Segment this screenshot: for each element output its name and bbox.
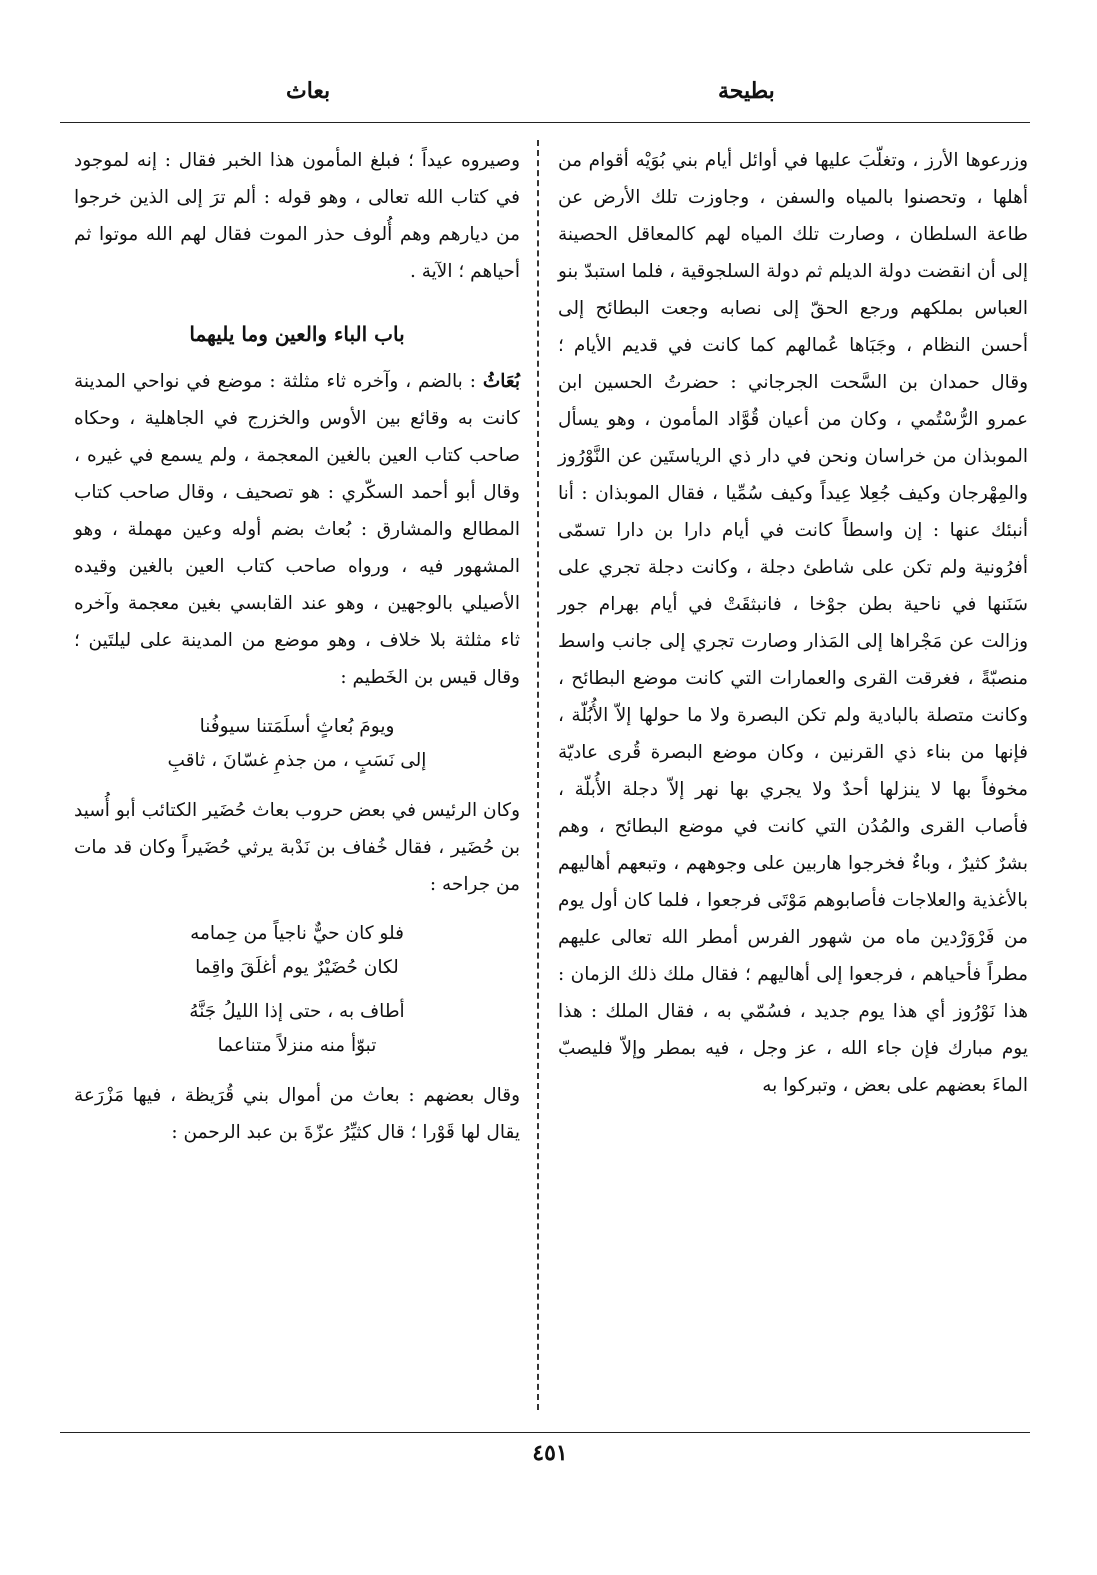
verse-line: لكان حُضَيْرٌ يوم أغلَقَ واقِما [195,957,399,978]
left-column [74,142,520,1151]
footer-rule [60,1432,1030,1433]
verse-line: تبوّأ منه منزلاً متناعما [217,1035,377,1056]
verse-line: أطاف به ، حتى إذا الليلُ جَنَّهُ [189,1001,405,1022]
running-header-right: بطيحة [718,78,775,104]
verse-line: فلو كان حيٌّ ناجياً من حِمامه [190,923,404,944]
paragraph-qurayza: وقال بعضهم : بعاث من أموال بني قُرَيظة ، فيها مَزْرَعة يقال لها قَوْرا ؛ قال كثيِّرُ عزّةَ بن عبد الرحمن : [74,1085,520,1143]
paragraph-hudayr: وكان الرئيس في بعض حروب بعاث حُضَير الكتائب أبو أُسيد بن حُضَير ، فقال خُفاف بن نَدْبة يرثي حُضَيراً وكان قد مات من جراحه : [74,800,520,895]
left-intro-paragraph: وصيروه عيداً ؛ فبلغ المأمون هذا الخبر فقال : إنه لموجود في كتاب الله تعالى ، وهو قوله : ألم ترَ إلى الذين خرجوا من ديارهم وهم أُلوف حذر الموت فقال لهم الله موتوا ثم أحياهم ؛ الآية . [74,150,520,282]
right-column-text: وزرعوها الأرز ، وتغلّبَ عليها في أوائل أيام بني بُوَيْه أقوام من أهلها ، وتحصنوا بالمياه والسفن ، وجاوزت تلك الأرض عن طاعة السلطان ، وصارت تلك المياه لهم كالمعاقل الحصينة إلى أن انقضت دولة الديلم ثم دولة السلجوقية ، فلما استبدّ بنو العباس بملكهم ورجع الحقّ إلى نصابه وجعت البطائح إلى أحسن النظام ، وجَبَاها عُمالهم كما كانت في قديم الأيام ؛ وقال حمدان بن السَّحت الجرجاني : حضرتُ الحسين ابن عمرو الرُّسْتُمي ، وكان من أعيان قُوَّاد المأمون ، وهو يسأل الموبذان من خراسان ونحن في دار ذي الرياستَين عن النَّوْرُوز والمِهْرجان وكيف جُعِلا عِيداً وكيف سُمِّيا ، فقال الموبذان : أنا أنبئك عنها : إن واسطاً كانت في أيام دارا بن دارا تسمّى أفرُونية ولم تكن على شاطئ دجلة ، وكانت دجلة تجري على سَنَنها في ناحية بطن جوْخا ، فانبثقَتْ في أيام بهرام جور وزالت عن مَجْراها إلى المَذار وصارت تجري إلى جانب واسط منصبّةً ، فغرقت القرى والعمارات التي كانت موضع البطائح ، وكانت متصلة بالبادية ولم تكن البصرة ولا ما حولها إلاّ الأُبُلّة ، فإنها من بناء ذي القرنين ، وكان موضع البصرة قُرى عاديّة مخوفاً بها لا ينزلها أحدٌ ولا يجري بها نهر إلاّ دجلة الأُبلّة ، فأصاب القرى والمُدُن التي كانت في موضع البطائح ، وهم بشرٌ كثيرٌ ، وباءٌ فخرجوا هاربين على وجوههم ، وتبعهم أهاليهم بالأغذية والعلاجات فأصابوهم مَوْتَى فرجعوا ، فلما كان أول يوم من فَرْوَرْدين ماه من شهور الفرس أمطر الله تعالى عليهم مطراً فأحياهم ، فرجعوا إلى أهاليهم ؛ فقال ملك ذلك الزمان : هذا نَوْرُوز أي هذا يوم جديد ، فسُمّي به ، فقال الملك : هذا يوم مبارك فإن جاء الله ، عز وجل ، فيه بمطر وإلاّ فليصبّ الماءَ بعضهم على بعض ، وتبركوا به [558,150,1028,1096]
section-heading: باب الباء والعين وما يليهما [189,322,405,346]
column-divider [537,140,539,1410]
page-number: ٤٥١ [532,1440,568,1466]
entry-text: : بالضم ، وآخره ثاء مثلثة : موضع في نواحي المدينة كانت به وقائع بين الأوس والخزرج في الجاهلية ، وحكاه صاحب كتاب العين بالغين المعجمة ، ولم يسمع في غيره ، وقال أبو أحمد السكّري : هو تصحيف ، وقال صاحب كتاب المطالع والمشارق : بُعاث بضم أوله وعين مهملة ، وهو المشهور فيه ، ورواه صاحب كتاب العين بالغين وقيده الأصيلي بالوجهين ، وهو عند القابسي بغين معجمة وآخره ثاء مثلثة بلا خلاف ، وهو موضع من المدينة على ليلتَين ؛ وقال قيس بن الخَطيم : [74,371,520,688]
header-rule [60,122,1030,123]
verse-line: إلى نَسَبٍ ، من جذمِ غسّانَ ، ثاقبِ [167,750,427,771]
right-column [558,142,1028,1104]
verse-line: ويومَ بُعاثٍ أسلَمَتنا سيوفُنا [199,716,395,737]
verse-block-1 [74,710,520,778]
entry-headword: بُعَاثُ [482,371,520,392]
verse-block-2 [74,917,520,1063]
entry-paragraph [74,363,520,696]
running-header-left: بعاث [286,78,331,104]
